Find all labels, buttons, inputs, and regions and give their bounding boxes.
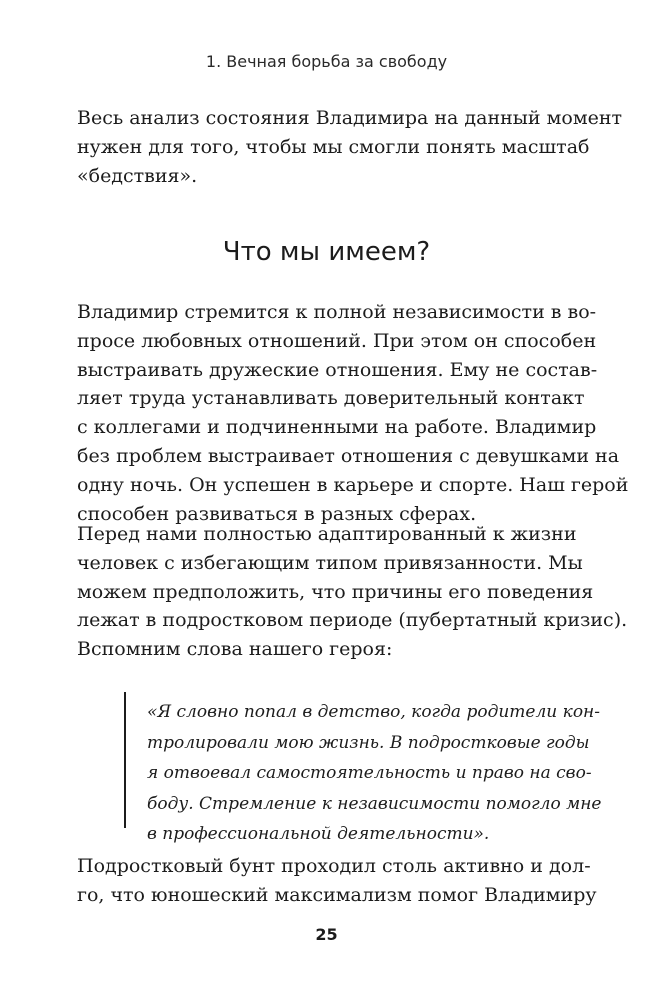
text-line: нужен для того, чтобы мы смогли понять масштаб <box>77 135 590 158</box>
text-line: без проблем выстраивает отношения с девушками на <box>77 444 620 467</box>
text-line: просе любовных отношений. При этом он способен <box>77 329 597 352</box>
text-line: Вспомним слова нашего героя: <box>77 638 393 661</box>
text-line: выстраивать дружеские отношения. Ему не состав- <box>77 358 598 381</box>
text-line: ляет труда устанавливать доверительный контакт <box>77 387 585 410</box>
paragraph-3 <box>77 852 597 910</box>
text-line: Весь анализ состояния Владимира на данный момент <box>77 107 623 129</box>
quote-line: тролировали мою жизнь. В подростковые годы <box>147 732 590 753</box>
text-line: способен развиваться в разных сферах. <box>77 502 477 525</box>
page-number: 25 <box>315 925 338 944</box>
text-line: одну ночь. Он успешен в карьере и спорте. Наш герой <box>77 473 629 496</box>
paragraph-1 <box>77 298 629 528</box>
text-line: с коллегами и подчиненными на работе. Владимир <box>77 416 597 439</box>
text-line: можем предположить, что причины его поведения <box>77 580 594 603</box>
block-quote <box>147 697 602 850</box>
quote-line: боду. Стремление к независимости помогло мне <box>147 793 602 814</box>
text-line: лежат в подростковом периоде (пубертатный кризис). <box>77 609 628 632</box>
quote-line: я отвоевал самостоятельность и право на сво- <box>147 763 592 783</box>
section-heading: Что мы имеем? <box>222 237 431 267</box>
quote-rule <box>124 692 126 828</box>
text-line: Перед нами полностью адаптированный к жизни <box>77 523 577 545</box>
paragraph-2 <box>77 520 628 664</box>
intro-paragraph <box>77 104 623 190</box>
text-line: Владимир стремится к полной независимости в во- <box>77 301 597 323</box>
text-line: Подростковый бунт проходил столь активно и дол- <box>77 855 591 877</box>
text-line: «бедствия». <box>77 164 198 187</box>
running-head: 1. Вечная борьба за свободу <box>205 52 448 71</box>
quote-line: «Я словно попал в детство, когда родители кон- <box>147 702 600 722</box>
quote-line: в профессиональной деятельности». <box>147 824 490 844</box>
text-line: го, что юношеский максимализм помог Владимиру <box>77 883 597 906</box>
text-line: человек с избегающим типом привязанности. Мы <box>77 551 583 574</box>
